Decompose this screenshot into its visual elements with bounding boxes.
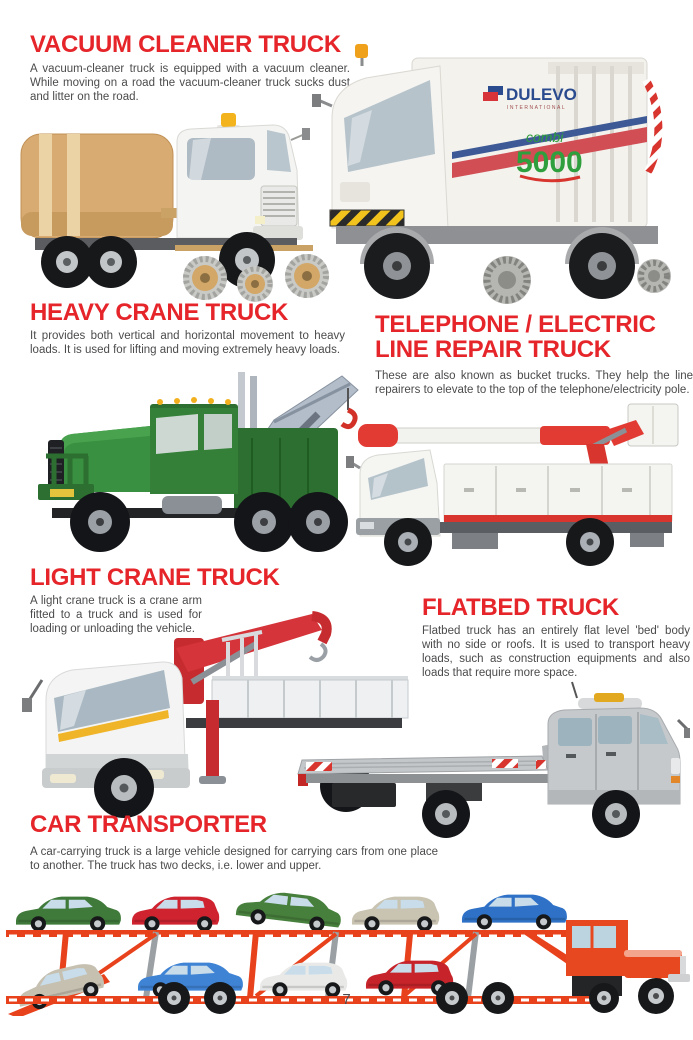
section-title-vacuum-cleaner: VACUUM CLEANER TRUCK <box>30 31 341 58</box>
beacon-light <box>221 113 236 127</box>
car-red-hatchback <box>132 897 219 932</box>
cab <box>346 450 440 536</box>
tank <box>21 134 195 238</box>
cab <box>312 44 448 228</box>
mirror <box>684 728 690 738</box>
fuel-tank <box>162 496 222 514</box>
mirror <box>22 698 32 712</box>
section-title-car-transporter: CAR TRANSPORTER <box>30 811 267 838</box>
headlight <box>50 774 76 783</box>
chassis <box>440 522 672 533</box>
car-blue-sedan <box>462 895 567 930</box>
grille <box>680 956 686 974</box>
car-beige-hatchback <box>352 897 439 932</box>
flat-bed <box>298 744 556 807</box>
red-stripe <box>444 515 672 522</box>
car-green-sedan-2 <box>235 887 343 934</box>
model-script-text: combi <box>526 129 564 145</box>
hazard-marking <box>536 760 546 769</box>
headboard-rack <box>222 632 262 680</box>
upper-deck-cars <box>16 887 567 934</box>
hazard-marking <box>306 762 332 771</box>
exhaust-stack <box>238 372 245 430</box>
brand-text: DULEVO <box>506 85 577 104</box>
section-desc-heavy-crane: It provides both vertical and horizontal movement to heavy loads. It is used for lifting and moving extremely heavy loads. <box>30 330 345 357</box>
section-title-telephone-repair: TELEPHONE / ELECTRIC LINE REPAIR TRUCK <box>375 311 656 364</box>
section-desc-flatbed: Flatbed truck has an entirely flat level 'bed' body with no side or roofs. It is used to transport heavy loads, such as construction equipments and also loads that require more space. <box>422 625 690 680</box>
turn-signal <box>671 776 680 783</box>
license-plate <box>50 489 74 497</box>
flatbed-truck-image <box>296 662 690 842</box>
mirror <box>312 94 321 107</box>
striped-pipe <box>646 80 658 172</box>
line-repair-truck-image <box>344 388 690 570</box>
section-desc-vacuum-cleaner: A vacuum-cleaner truck is equipped with a vacuum cleaner. While moving on a road the vacuum-cleaner truck sucks dust and litter on the road. <box>30 63 350 104</box>
cab <box>177 113 310 240</box>
exhaust-stack <box>250 376 257 430</box>
vacuum-cleaner-truck-image <box>15 100 341 302</box>
cab <box>150 397 238 494</box>
headlight <box>671 758 680 774</box>
headlight <box>255 216 265 224</box>
section-title-heavy-crane: HEAVY CRANE TRUCK <box>30 299 289 326</box>
hazard-marking <box>492 759 518 768</box>
model-number-text: 5000 <box>516 146 583 179</box>
wheels <box>422 790 640 838</box>
beacon-bar <box>594 693 624 702</box>
utility-body <box>444 464 672 522</box>
headlight <box>360 522 374 529</box>
street-sweeper-truck-image <box>302 22 690 312</box>
section-desc-car-transporter: A car-carrying truck is a large vehicle designed for carrying cars from one place to another. The truck has two decks, i.e. lower and upper. <box>30 846 438 873</box>
section-title-flatbed: FLATBED TRUCK <box>422 594 619 621</box>
page-number: 7 <box>342 991 351 1008</box>
section-title-light-crane: LIGHT CRANE TRUCK <box>30 564 280 591</box>
beacon-light <box>355 44 368 58</box>
sub-brand-text: INTERNATIONAL <box>507 105 567 111</box>
section-desc-telephone-repair: These are also known as bucket trucks. They help the line repairers to elevate to the top of the telephone/electricity pole. <box>375 370 693 397</box>
heavy-crane-truck-image <box>12 362 360 558</box>
car-green-sedan <box>16 897 121 932</box>
crane-hook <box>310 644 326 660</box>
crew-cab <box>536 682 690 804</box>
section-desc-light-crane: A light crane truck is a crane arm fitted to a truck and is used for loading or unloading the vehicle. <box>30 595 202 636</box>
hazard-bumper <box>330 210 404 226</box>
mirror <box>346 456 354 468</box>
hood <box>38 426 150 500</box>
